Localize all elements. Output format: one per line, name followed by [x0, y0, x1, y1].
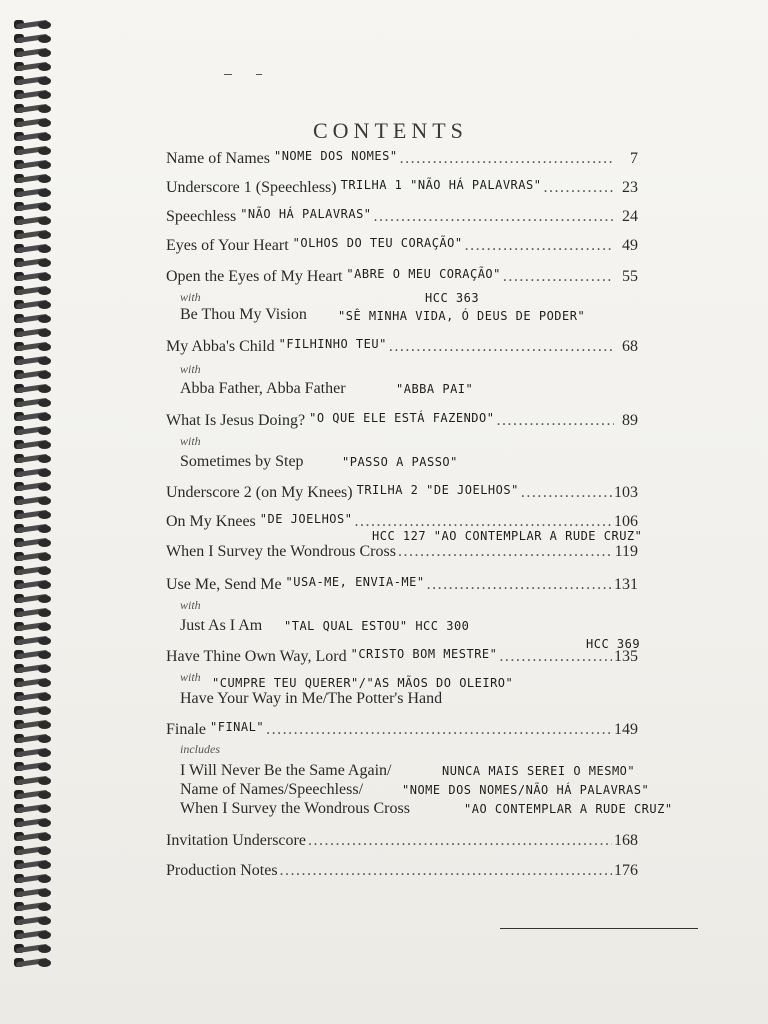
entry-title: Underscore 2 (on My Knees)	[166, 484, 353, 501]
entry-title: Production Notes	[166, 862, 278, 879]
page-number: 68	[622, 338, 638, 355]
handwritten-note: "SÊ MINHA VIDA, Ó DEUS DE PODER"	[338, 309, 586, 323]
spiral-ring	[14, 300, 58, 309]
spiral-ring	[14, 314, 58, 323]
spiral-ring	[14, 440, 58, 449]
spiral-ring	[14, 552, 58, 561]
spiral-ring	[14, 594, 58, 603]
leader-dots	[521, 484, 612, 502]
spiral-ring	[14, 706, 58, 715]
handwritten-note: "CUMPRE TEU QUERER"/"AS MÃOS DO OLEIRO"	[212, 676, 514, 690]
handwritten-note: "USA-ME, ENVIA-ME"	[285, 575, 425, 589]
leader-dots	[398, 543, 613, 561]
leader-dots	[389, 338, 614, 356]
leader-dots	[496, 412, 614, 430]
spiral-ring	[14, 132, 58, 141]
spiral-ring	[14, 720, 58, 729]
spiral-ring	[14, 160, 58, 169]
medley-title: Abba Father, Abba Father	[180, 380, 346, 397]
medley-title: I Will Never Be the Same Again/	[180, 762, 392, 779]
spiral-ring	[14, 566, 58, 575]
spiral-ring	[14, 146, 58, 155]
spiral-ring	[14, 846, 58, 855]
handwritten-note: "PASSO A PASSO"	[342, 455, 458, 469]
spiral-ring	[14, 734, 58, 743]
spiral-ring	[14, 272, 58, 281]
spiral-ring	[14, 258, 58, 267]
page-number: 103	[614, 484, 638, 501]
medley-title: Name of Names/Speechless/	[180, 781, 364, 798]
spiral-ring	[14, 286, 58, 295]
medley-title: Just As I Am	[180, 617, 263, 634]
handwritten-note: "NOME DOS NOMES"	[273, 149, 398, 163]
handwritten-note: HCC 127 "AO CONTEMPLAR A RUDE CRUZ"	[372, 529, 643, 543]
bottom-rule	[500, 928, 698, 929]
spiral-ring	[14, 664, 58, 673]
spiral-ring	[14, 888, 58, 897]
spiral-ring	[14, 62, 58, 71]
handwritten-note: "FILHINHO TEU"	[278, 337, 387, 351]
toc-entry	[166, 412, 638, 434]
handwritten-note: "DE JOELHOS"	[259, 512, 353, 526]
spiral-ring	[14, 510, 58, 519]
smudge-mark	[256, 74, 262, 75]
spiral-ring	[14, 48, 58, 57]
page-number: 89	[622, 412, 638, 429]
page-number: 135	[614, 648, 638, 665]
spiral-ring	[14, 118, 58, 127]
spiral-ring	[14, 776, 58, 785]
spiral-ring	[14, 636, 58, 645]
leader-dots	[427, 576, 612, 594]
contents-title: CONTENTS	[313, 118, 468, 143]
spiral-ring	[14, 384, 58, 393]
spiral-ring	[14, 356, 58, 365]
handwritten-note: "NOME DOS NOMES/NÃO HÁ PALAVRAS"	[402, 783, 650, 797]
spiral-ring	[14, 496, 58, 505]
entry-title: What Is Jesus Doing?	[166, 412, 306, 429]
handwritten-note: HCC 369	[586, 637, 641, 651]
spiral-ring	[14, 902, 58, 911]
handwritten-note: "ABRE O MEU CORAÇÃO"	[346, 267, 501, 281]
spiral-ring	[14, 370, 58, 379]
spiral-ring	[14, 202, 58, 211]
leader-dots	[499, 648, 612, 666]
spiral-ring	[14, 398, 58, 407]
with-label: with	[180, 598, 201, 612]
spiral-ring	[14, 860, 58, 869]
spiral-ring	[14, 832, 58, 841]
spiral-ring	[14, 790, 58, 799]
spiral-ring	[14, 818, 58, 827]
toc-entry	[166, 208, 638, 230]
page-number: 24	[622, 208, 638, 225]
page-number: 131	[614, 576, 638, 593]
handwritten-note: "O QUE ELE ESTÁ FAZENDO"	[309, 411, 495, 425]
with-label: with	[180, 434, 201, 448]
with-label: with	[180, 290, 201, 304]
toc-entry	[166, 179, 638, 201]
page-number: 23	[622, 179, 638, 196]
spiral-ring	[14, 412, 58, 421]
toc-entry	[166, 484, 638, 506]
spiral-ring	[14, 454, 58, 463]
handwritten-note: "CRISTO BOM MESTRE"	[350, 647, 498, 661]
leader-dots	[308, 832, 612, 850]
entry-title: Use Me, Send Me	[166, 576, 282, 593]
spiral-ring	[14, 916, 58, 925]
leader-dots	[374, 208, 614, 226]
page-number: 168	[614, 832, 638, 849]
spiral-ring	[14, 608, 58, 617]
page-number: 106	[614, 513, 638, 530]
page-number: 7	[630, 150, 638, 167]
spiral-ring	[14, 90, 58, 99]
leader-dots	[266, 721, 612, 739]
leader-dots	[543, 179, 614, 197]
spiral-ring	[14, 930, 58, 939]
spiral-ring	[14, 20, 58, 29]
spiral-ring	[14, 104, 58, 113]
spiral-ring	[14, 76, 58, 85]
spiral-ring	[14, 230, 58, 239]
spiral-ring	[14, 944, 58, 953]
spiral-ring	[14, 580, 58, 589]
entry-title: Name of Names	[166, 150, 270, 167]
with-label: with	[180, 670, 201, 684]
spiral-ring	[14, 762, 58, 771]
entry-title: Open the Eyes of My Heart	[166, 268, 343, 285]
handwritten-note: "NÃO HÁ PALAVRAS"	[240, 207, 372, 221]
spiral-ring	[14, 874, 58, 883]
entry-title: When I Survey the Wondrous Cross	[166, 543, 396, 560]
page-number: 49	[622, 237, 638, 254]
handwritten-note: "AO CONTEMPLAR A RUDE CRUZ"	[464, 802, 673, 816]
toc-entry	[166, 543, 638, 565]
page-number: 176	[614, 862, 638, 879]
spiral-ring	[14, 328, 58, 337]
leader-dots	[465, 237, 614, 255]
handwritten-note: "TAL QUAL ESTOU" HCC 300	[284, 619, 470, 633]
spiral-ring	[14, 216, 58, 225]
spiral-ring	[14, 468, 58, 477]
spiral-ring	[14, 538, 58, 547]
toc-entry	[166, 832, 638, 854]
entry-title: Have Thine Own Way, Lord	[166, 648, 347, 665]
with-label: with	[180, 362, 201, 376]
spiral-ring	[14, 524, 58, 533]
entry-title: My Abba's Child	[166, 338, 275, 355]
handwritten-note: NUNCA MAIS SEREI O MESMO"	[442, 764, 636, 778]
spiral-ring	[14, 34, 58, 43]
handwritten-note: TRILHA 1 "NÃO HÁ PALAVRAS"	[340, 178, 542, 192]
spiral-ring	[14, 748, 58, 757]
spiral-ring	[14, 426, 58, 435]
spiral-ring	[14, 678, 58, 687]
toc-entry	[166, 150, 638, 172]
entry-title: Underscore 1 (Speechless)	[166, 179, 337, 196]
entry-title: Invitation Underscore	[166, 832, 306, 849]
spiral-ring	[14, 958, 58, 967]
leader-dots	[400, 150, 614, 168]
entry-title: Speechless	[166, 208, 237, 225]
spiral-ring	[14, 174, 58, 183]
entry-title: Finale	[166, 721, 206, 738]
leader-dots	[280, 862, 612, 880]
smudge-mark	[224, 74, 232, 75]
spiral-ring	[14, 188, 58, 197]
toc-entry	[166, 862, 638, 884]
toc-entry	[166, 338, 638, 360]
page-number: 55	[622, 268, 638, 285]
toc-entry	[166, 721, 638, 743]
toc-entry	[166, 237, 638, 259]
spiral-ring	[14, 342, 58, 351]
leader-dots	[503, 268, 614, 286]
handwritten-note: "ABBA PAI"	[396, 382, 474, 396]
spiral-ring	[14, 622, 58, 631]
entry-title: Eyes of Your Heart	[166, 237, 289, 254]
page-number: 119	[614, 543, 638, 560]
includes-label: includes	[180, 742, 220, 756]
spiral-binding	[14, 20, 60, 990]
handwritten-note: HCC 363	[425, 291, 480, 305]
page-number: 149	[614, 721, 638, 738]
handwritten-note: "FINAL"	[210, 720, 265, 734]
handwritten-note: "OLHOS DO TEU CORAÇÃO"	[292, 236, 463, 250]
spiral-ring	[14, 804, 58, 813]
toc-entry	[166, 268, 638, 290]
medley-title: Sometimes by Step	[180, 453, 304, 470]
medley-title: When I Survey the Wondrous Cross	[180, 800, 410, 817]
medley-title: Be Thou My Vision	[180, 306, 307, 323]
toc-entry	[166, 576, 638, 598]
spiral-ring	[14, 692, 58, 701]
spiral-ring	[14, 482, 58, 491]
spiral-ring	[14, 650, 58, 659]
toc-entry	[166, 648, 638, 670]
handwritten-note: TRILHA 2 "DE JOELHOS"	[356, 483, 519, 497]
spiral-ring	[14, 244, 58, 253]
medley-title: Have Your Way in Me/The Potter's Hand	[180, 690, 443, 707]
entry-title: On My Knees	[166, 513, 256, 530]
